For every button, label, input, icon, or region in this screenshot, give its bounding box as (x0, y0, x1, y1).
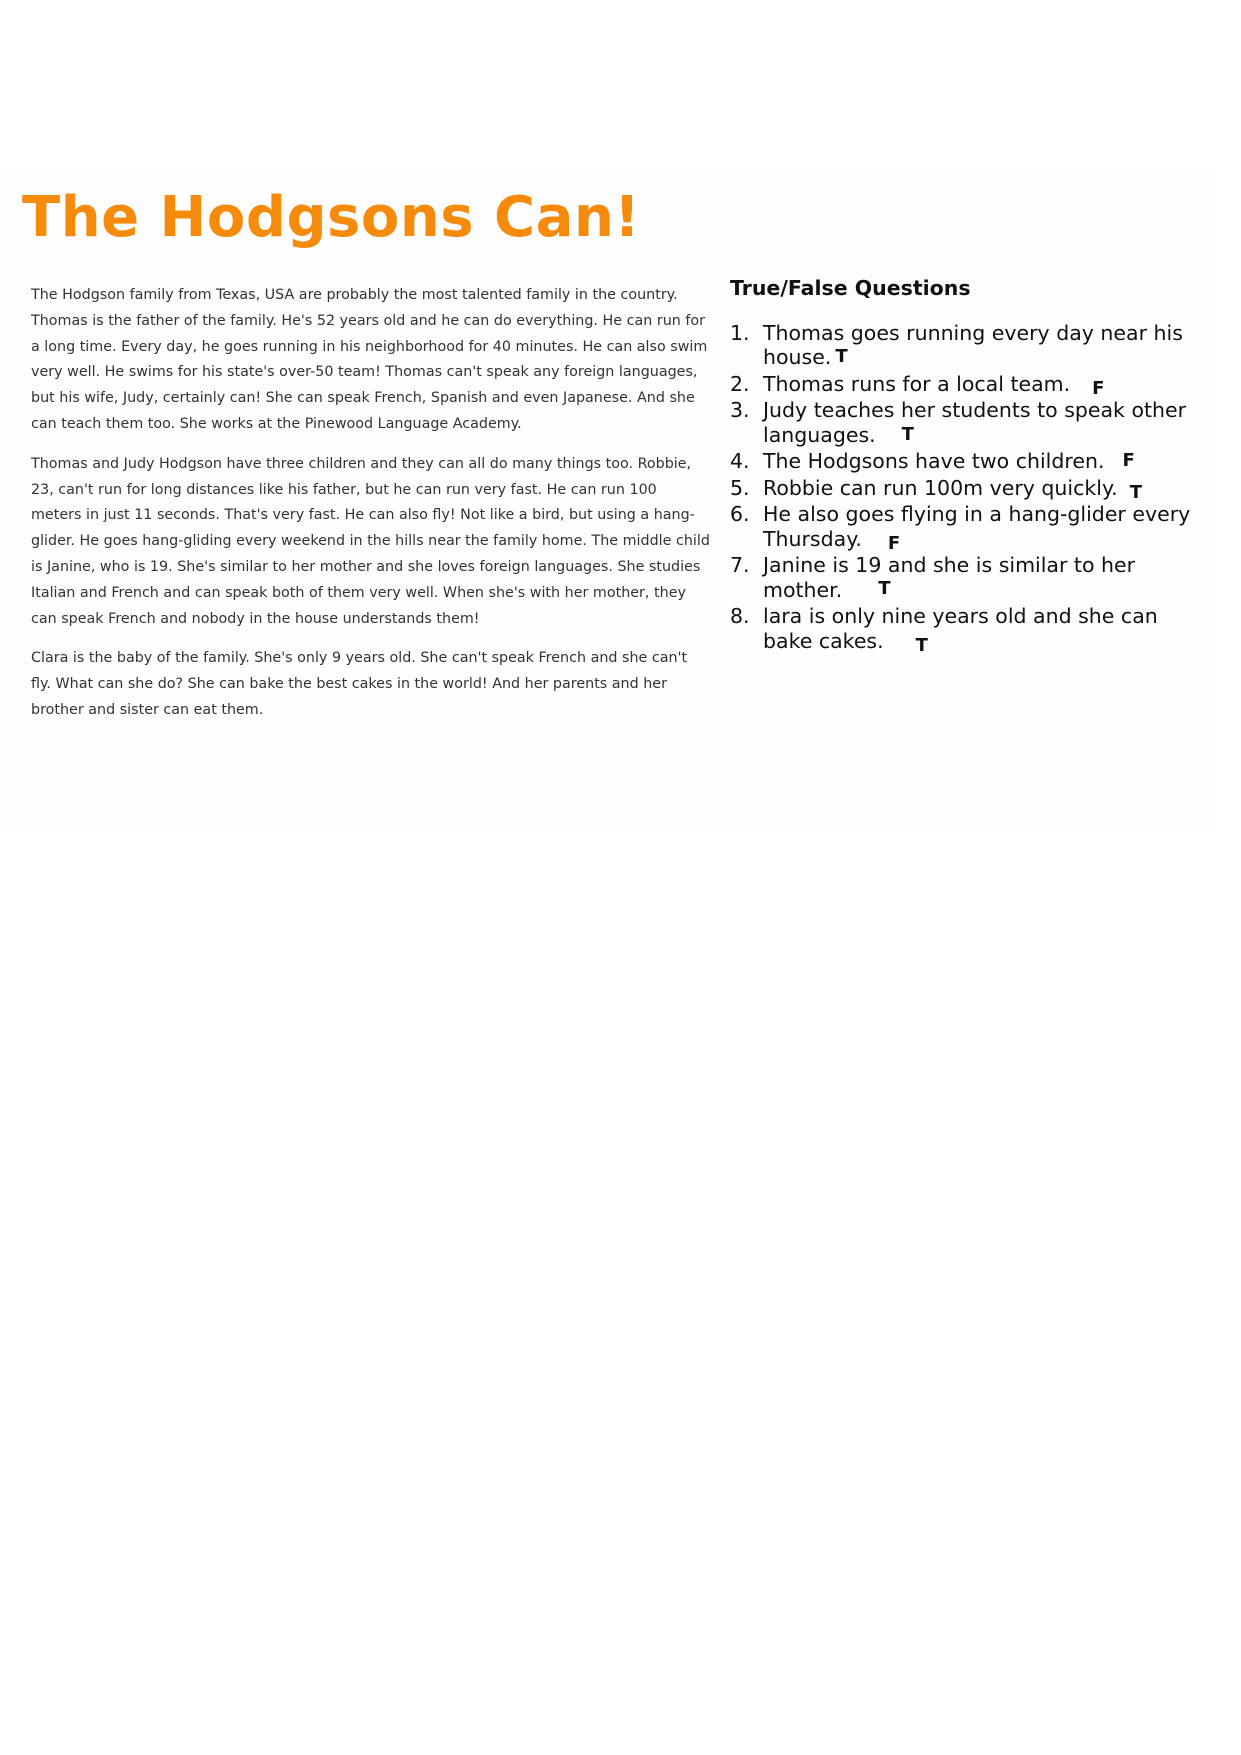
handwritten-answer: F (1122, 450, 1135, 472)
question-text: The Hodgsons have two children. (763, 449, 1105, 474)
passage-paragraph-2: Thomas and Judy Hodgson have three children and they can all do many things too. Robbie, 23, can't run for long distances like his father, but he can run very fast. He can run 100 meters in just 11 seconds. That's very fast. He can also fly! Not like a bird, but using a hang-glider. He goes hang-gliding every weekend in the hills near the family home. The middle child is Janine, who is 19. She's similar to her mother and she loves foreign languages. She studies Italian and French and can speak both of them very well. When she's with her mother, they can speak French and nobody in the house understands them! (31, 455, 710, 627)
question-number: 1. (730, 320, 750, 345)
question-item (730, 553, 1200, 604)
question-text: Janine is 19 and she is similar to her mother. (763, 553, 1136, 602)
question-text: He also goes flying in a hang-glider every Thursday. (763, 502, 1191, 551)
question-number: 3. (730, 398, 750, 423)
question-number: 2. (730, 371, 750, 396)
quiz-heading: True/False Questions (730, 276, 971, 300)
handwritten-answer: T (901, 423, 914, 445)
question-text: Thomas goes running every day near his house. (763, 320, 1183, 370)
worksheet (0, 172, 1214, 829)
handwritten-answer: F (1092, 377, 1105, 399)
handwritten-answer: T (835, 346, 848, 368)
question-number: 7. (730, 553, 750, 578)
handwritten-answer: T (915, 634, 928, 656)
question-item (730, 502, 1200, 553)
handwritten-answer: T (878, 577, 891, 599)
question-number: 4. (730, 449, 750, 474)
question-item (730, 604, 1200, 655)
page-title: The Hodgsons Can! (22, 185, 641, 250)
handwritten-answer: F (887, 532, 901, 554)
question-list (730, 321, 1200, 656)
question-text: Judy teaches her students to speak other languages. (763, 398, 1187, 447)
passage-paragraph-1: The Hodgson family from Texas, USA are probably the most talented family in the country. Thomas is the father of the family. He's 52 years old and he can do everything. He can run for a long time. Every day, he goes running in his neighborhood for 40 minutes. He can also swim very well. He swims for his state's over-50 team! Thomas can't speak any foreign languages, but his wife, Judy, certainly can! She can speak French, Spanish and even Japanese. And she can teach them too. She works at the Pinewood Language Academy. (31, 287, 708, 432)
question-item (730, 372, 1200, 399)
question-item (730, 398, 1200, 449)
question-number: 6. (730, 502, 750, 527)
question-text: lara is only nine years old and she can bake cakes. (763, 604, 1158, 653)
question-item (730, 476, 1200, 503)
passage-paragraph-3: Clara is the baby of the family. She's only 9 years old. She can't speak French and she can't fly. What can she do? She can bake the best cakes in the world! And her parents and her brother and sister can eat them. (31, 650, 688, 718)
question-text: Robbie can run 100m very quickly. (763, 475, 1118, 500)
question-number: 8. (730, 604, 750, 629)
question-number: 5. (730, 475, 750, 500)
question-text: Thomas runs for a local team. (763, 371, 1071, 396)
handwritten-answer: T (1129, 481, 1142, 503)
reading-passage (31, 283, 711, 738)
question-item (730, 449, 1200, 476)
question-item (730, 321, 1200, 372)
true-false-section (730, 276, 1200, 655)
